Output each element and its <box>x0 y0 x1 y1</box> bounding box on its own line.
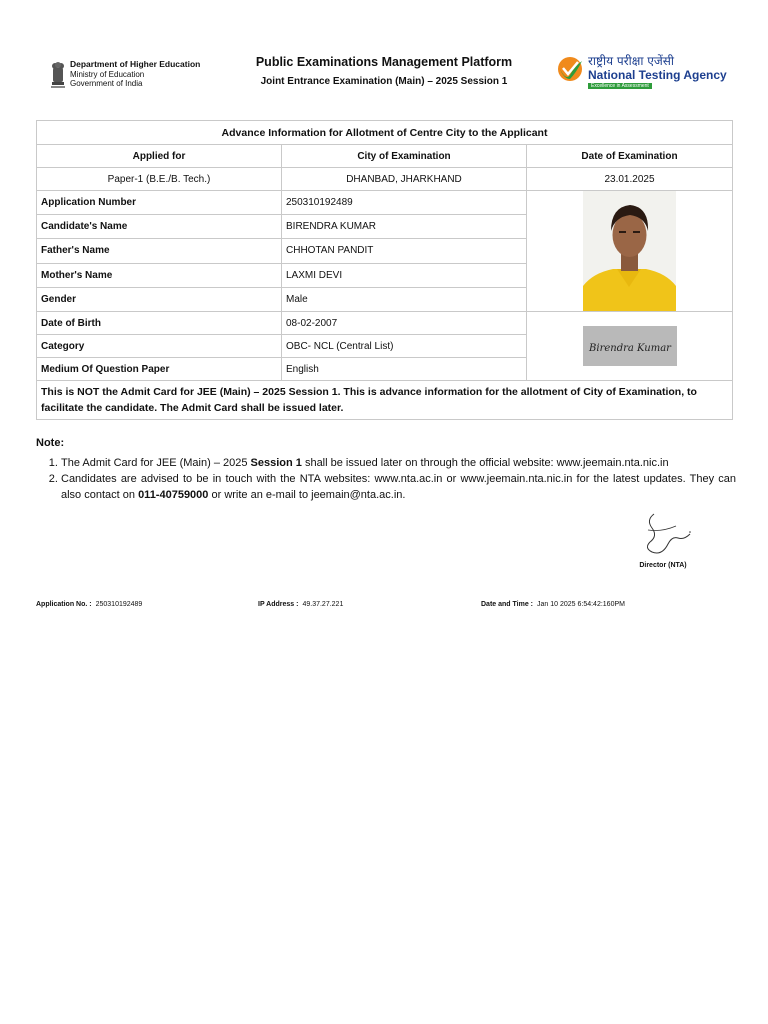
row-value: 08-02-2007 <box>282 312 527 335</box>
nta-hindi-name: राष्ट्रीय परीक्षा एजेंसी <box>588 54 675 68</box>
national-emblem-icon <box>48 60 68 90</box>
footer-app-label: Application No. : <box>36 601 92 608</box>
row-value: LAXMI DEVI <box>282 263 527 287</box>
photo-cell <box>527 191 733 312</box>
applied-for-value: Paper-1 (B.E./B. Tech.) <box>37 168 282 191</box>
row-value: OBC- NCL (Central List) <box>282 335 527 358</box>
footer-date-time <box>481 601 625 608</box>
candidate-photo <box>583 191 676 311</box>
note-section <box>36 437 736 503</box>
table-row <box>37 312 733 335</box>
footer-ip-value: 49.37.27.221 <box>302 601 344 608</box>
row-label: Father's Name <box>37 239 282 263</box>
row-label: Gender <box>37 287 282 311</box>
footer-app-value: 250310192489 <box>95 601 143 608</box>
row-value: Male <box>282 287 527 311</box>
footer-ip-address <box>258 601 343 608</box>
city-value: DHANBAD, JHARKHAND <box>282 168 527 191</box>
page-title: Public Examinations Management Platform <box>255 55 513 69</box>
table-header-row <box>37 145 733 168</box>
row-label: Medium Of Question Paper <box>37 358 282 381</box>
row-value: BIRENDRA KUMAR <box>282 215 527 239</box>
list-item <box>61 455 736 471</box>
ministry-line3: Government of India <box>70 79 143 88</box>
ministry-line2: Ministry of Education <box>70 69 145 79</box>
row-label: Application Number <box>37 191 282 215</box>
footer-dt-value: Jan 10 2025 6:54:42:160PM <box>537 601 625 608</box>
nta-english-name: National Testing Agency <box>588 68 727 82</box>
footer-ip-label: IP Address : <box>258 601 299 608</box>
row-value: 250310192489 <box>282 191 527 215</box>
note-2-phone: 011-40759000 <box>138 489 209 501</box>
row-value: CHHOTAN PANDIT <box>282 239 527 263</box>
header-city: City of Examination <box>282 145 527 168</box>
signature-text: Birendra Kumar <box>588 343 671 354</box>
exam-details-row <box>37 168 733 191</box>
page-header <box>0 0 768 120</box>
director-label: Director (NTA) <box>639 562 687 569</box>
header-applied-for: Applied for <box>37 145 282 168</box>
row-label: Date of Birth <box>37 312 282 335</box>
page-subtitle: Joint Entrance Examination (Main) – 2025 Session 1 <box>260 76 508 87</box>
row-label: Candidate's Name <box>37 215 282 239</box>
ministry-text <box>70 60 200 89</box>
footer-dt-label: Date and Time : <box>481 601 533 608</box>
row-label: Category <box>37 335 282 358</box>
nta-check-icon <box>556 55 584 83</box>
list-item <box>61 471 736 503</box>
ministry-line1: Department of Higher Education <box>70 59 201 69</box>
note-title: Note: <box>36 437 65 449</box>
row-value: English <box>282 358 527 381</box>
note-1-text-end: shall be issued later on through the official website: www.jeemain.nta.nic.in <box>301 457 669 469</box>
row-label: Mother's Name <box>37 263 282 287</box>
note-2-text-start: Candidates are advised to be in touch with the NTA websites: www.nta.ac.in or www.jeemain.nta.nic.in for the latest updates. They can also contact on <box>61 473 736 501</box>
date-value: 23.01.2025 <box>527 168 733 191</box>
note-list <box>36 455 736 503</box>
table-caption: Advance Information for Allotment of Centre City to the Applicant <box>37 121 733 145</box>
table-row <box>37 191 733 215</box>
footer-application-no <box>36 601 142 608</box>
nta-logo <box>556 52 736 92</box>
note-1-session: Session 1 <box>250 457 302 469</box>
director-signature-block <box>620 510 706 576</box>
candidate-info-table <box>36 120 733 420</box>
candidate-signature <box>583 326 677 366</box>
signature-cell <box>527 312 733 381</box>
ministry-logo <box>46 58 216 94</box>
note-2-text-end: or write an e-mail to jeemain@nta.ac.in. <box>208 489 406 501</box>
note-1-text-start: The Admit Card for JEE (Main) – 2025 <box>61 457 251 469</box>
nta-tagline: Excellence in Assessment <box>588 83 652 89</box>
title-block <box>230 55 538 87</box>
header-date: Date of Examination <box>527 145 733 168</box>
director-signature <box>632 510 692 558</box>
admit-card-notice: This is NOT the Admit Card for JEE (Main) – 2025 Session 1. This is advance information for the allotment of City of Examination, to facilitate the candidate. The Admit Card shall be issued later. <box>37 381 733 420</box>
